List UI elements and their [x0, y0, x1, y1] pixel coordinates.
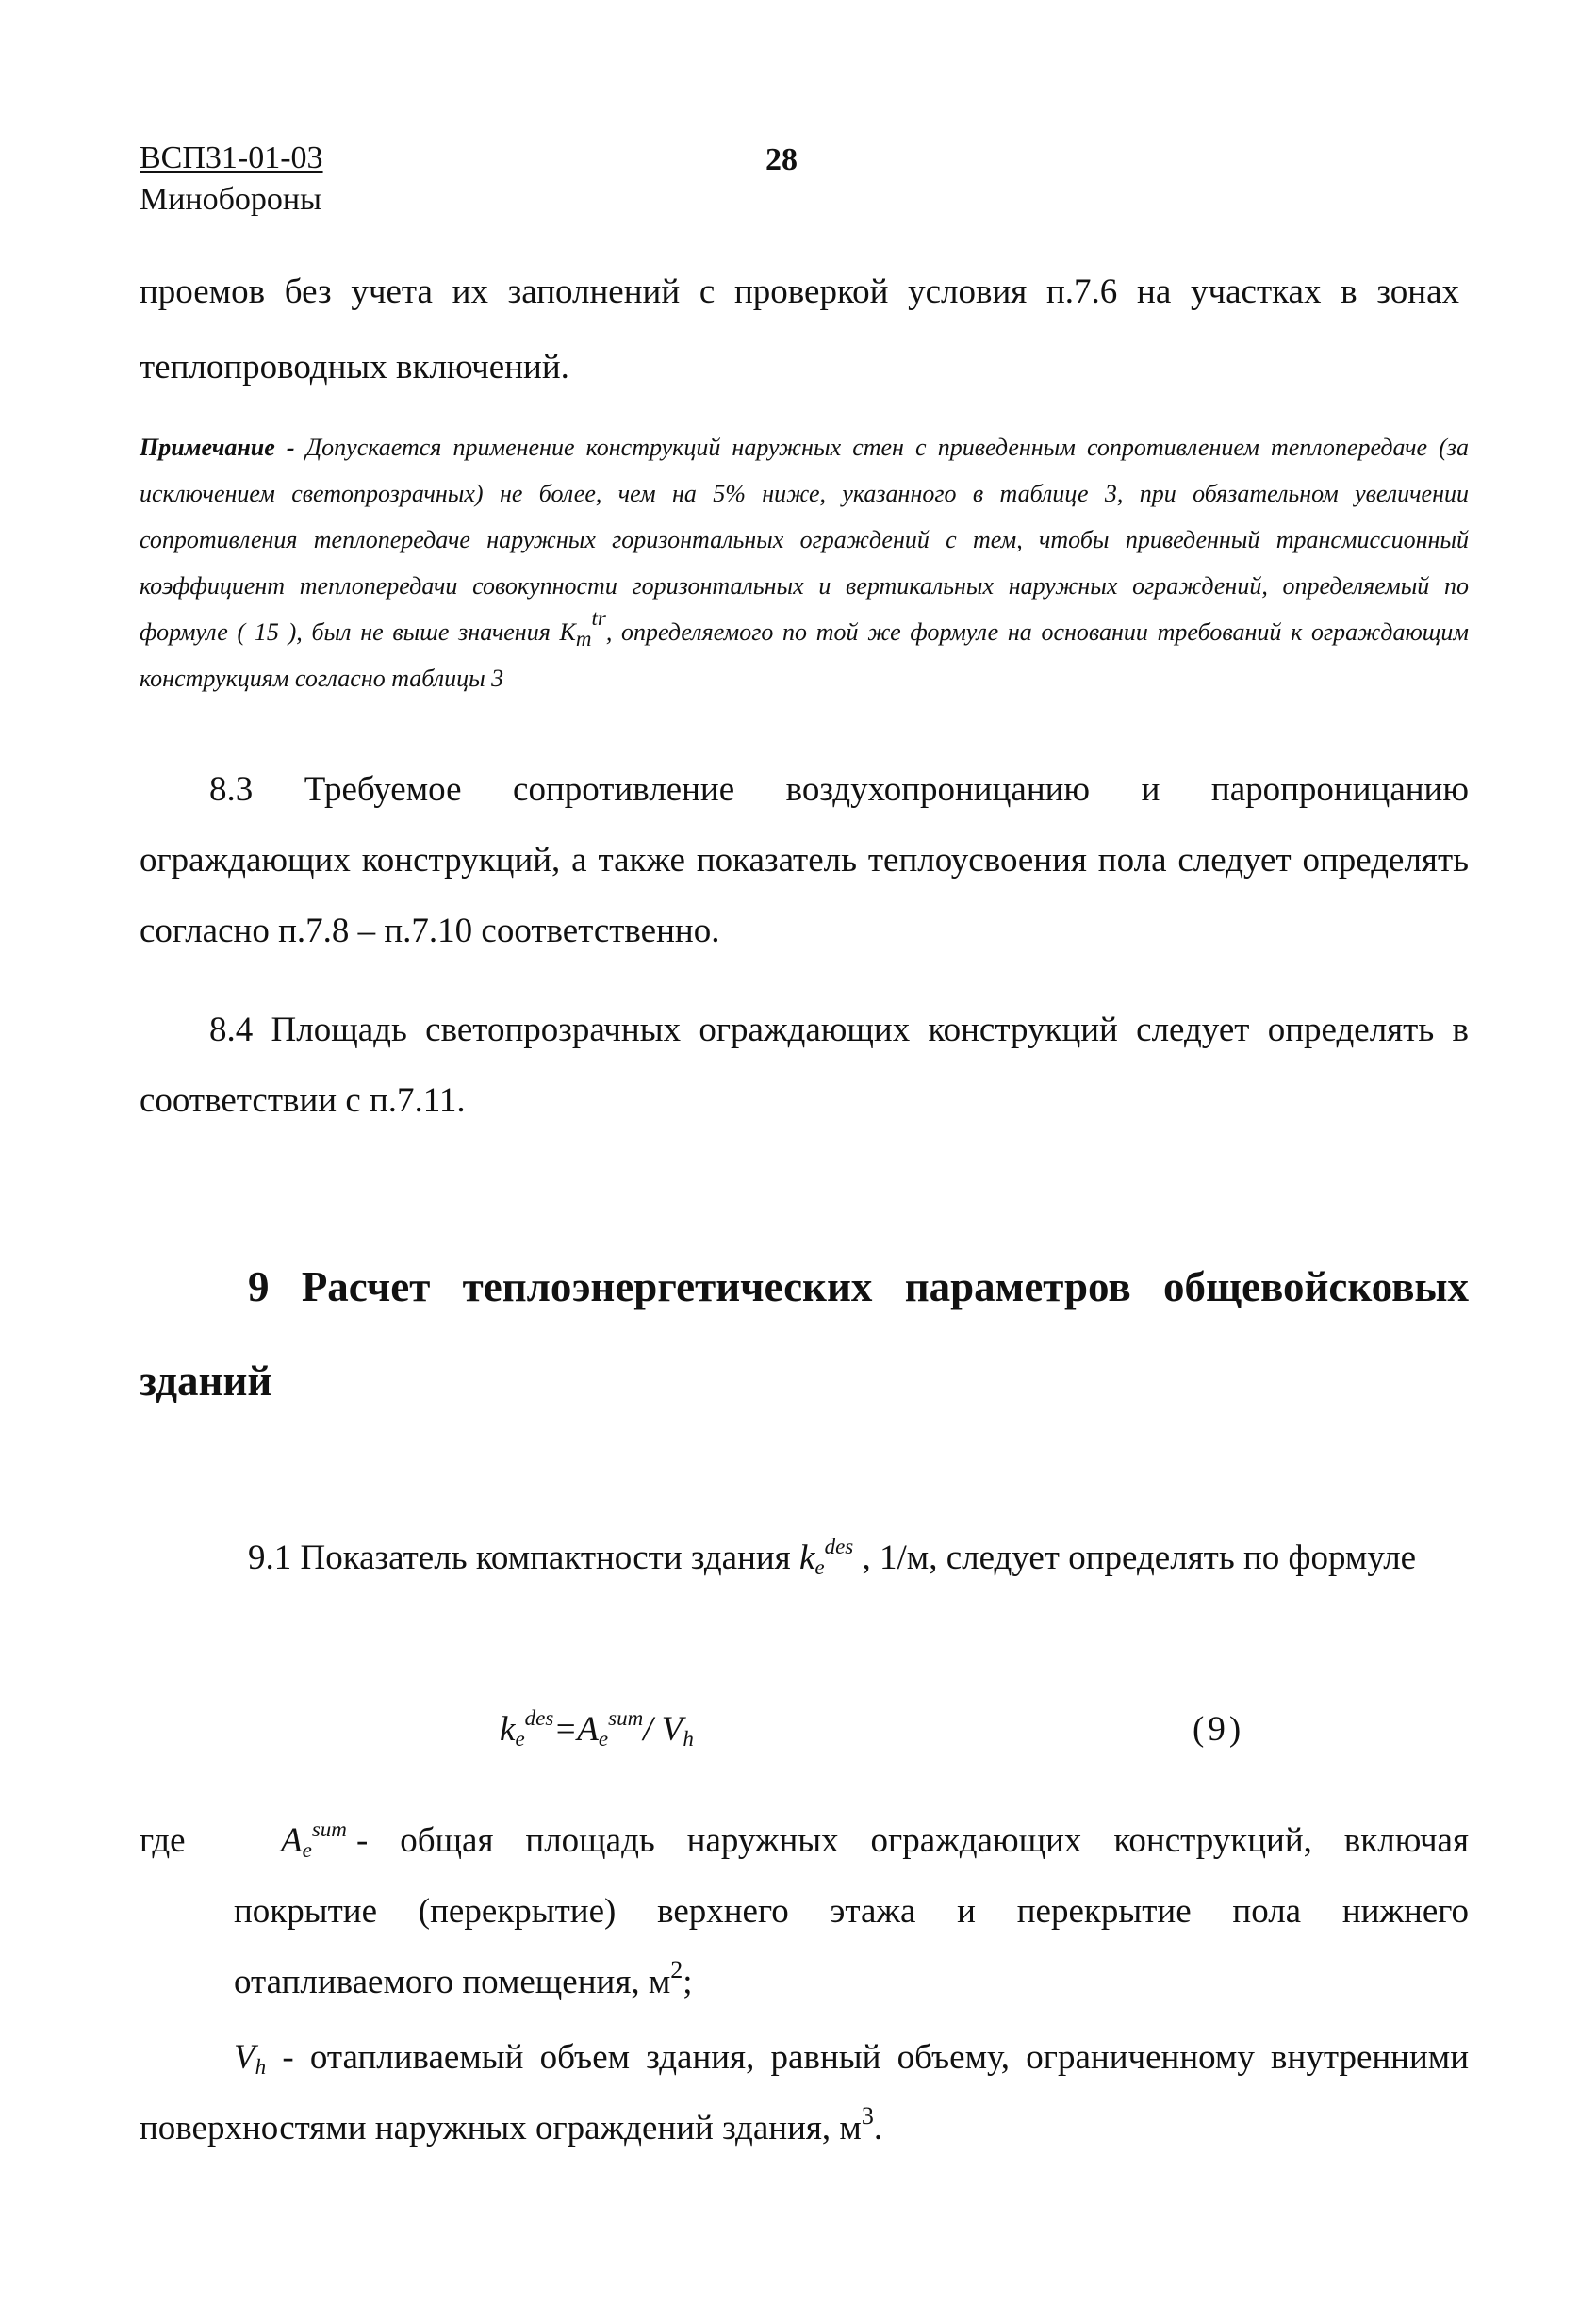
volume-description: - отапливаемый объем здания, равный объему, ограниченному внутренними поверхностями наружных ограждений здания, м — [140, 2038, 1469, 2147]
formula-denominator: V — [661, 1710, 683, 1749]
formula-number: (9) — [1193, 1710, 1245, 1749]
formula-numerator-subscript: e — [598, 1727, 609, 1751]
area-unit-exponent: 2 — [670, 1956, 683, 1983]
area-symbol-subscript: e — [302, 1838, 312, 1862]
note-symbol-superscript: tr — [591, 606, 606, 630]
compactness-symbol-superscript: des — [824, 1535, 854, 1558]
compactness-symbol: k — [798, 1538, 815, 1577]
paragraph-9-1-text-end: , 1/м, следует определять по формуле — [853, 1538, 1417, 1577]
where-label: где — [140, 1821, 186, 1860]
note-symbol: K — [559, 618, 576, 646]
formula-lhs: k — [500, 1710, 516, 1749]
volume-unit-exponent: 3 — [861, 2102, 874, 2130]
formula-denominator-subscript: h — [683, 1727, 694, 1751]
paragraph-9-1-text-start: 9.1 Показатель компактности здания — [248, 1538, 799, 1577]
formula-slash: / — [643, 1710, 653, 1749]
area-symbol: A — [281, 1821, 303, 1860]
volume-symbol-subscript: h — [255, 2055, 267, 2079]
paragraph-8-3: 8.3 Требуемое сопротивление воздухопроницанию и паропроницанию ограждающих конструкций, а также показатель теплоусвоения пола следует определять согласно п.7.8 – п.7.10 соответственно. — [140, 770, 1469, 950]
note-text-part-2: , определяемого по той же формуле на основании требований к ограждающим конструкциям согласно таблицы 3 — [140, 618, 1469, 692]
formula-equals: = — [553, 1710, 578, 1749]
note-text-part-1: Допускается применение конструкций наружных стен с приведенным сопротивлением теплопередаче (за исключением светопрозрачных) не более, чем на 5% ниже, указанного в таблице 3, при обязательном увеличении сопротивления теплопередаче наружных горизонтальных ограждений с тем, чтобы приведенный трансмиссионный коэффициент теплопередачи совокупности горизонтальных и вертикальных наружных ограждений, определяемый по формуле ( 15 ), был не выше значения — [140, 434, 1469, 646]
volume-end: . — [873, 2109, 883, 2147]
formula-lhs-superscript: des — [524, 1706, 554, 1730]
volume-symbol: V — [234, 2038, 255, 2077]
formula-9 — [500, 1702, 694, 1758]
note-block — [140, 424, 1469, 701]
definition-area-text — [234, 1805, 1469, 2017]
document-code: ВСП31-01-03 — [140, 140, 323, 175]
paragraph-9-1 — [140, 1522, 1469, 1593]
paragraph-continuation: проемов без учета их заполнений с проверкой условия п.7.6 на участках в зонах теплопроводных включений. — [140, 272, 1459, 387]
formula-numerator-superscript: sum — [608, 1706, 644, 1730]
section-9-heading: 9 Расчет теплоэнергетических параметров общевойсковых зданий — [140, 1263, 1469, 1405]
paragraph-8-4: 8.4 Площадь светопрозрачных ограждающих конструкций следует определять в соответствии с п.7.11. — [140, 1011, 1469, 1120]
area-end: ; — [683, 1963, 693, 2001]
definition-volume — [140, 2022, 1469, 2163]
area-description: - общая площадь наружных ограждающих конструкций, включая покрытие (перекрытие) верхнего этажа и перекрытие пола нижнего отапливаемого помещения, м — [234, 1821, 1469, 2001]
compactness-symbol-subscript: e — [814, 1555, 825, 1579]
organization-name: Минобороны — [140, 182, 321, 217]
formula-lhs-subscript: e — [515, 1727, 525, 1751]
page-number: 28 — [765, 142, 798, 177]
note-symbol-subscript: m — [575, 627, 592, 650]
area-symbol-group — [281, 1805, 356, 1876]
note-label: Примечание - — [140, 434, 295, 461]
area-symbol-superscript: sum — [311, 1818, 347, 1841]
formula-numerator: A — [577, 1710, 599, 1749]
